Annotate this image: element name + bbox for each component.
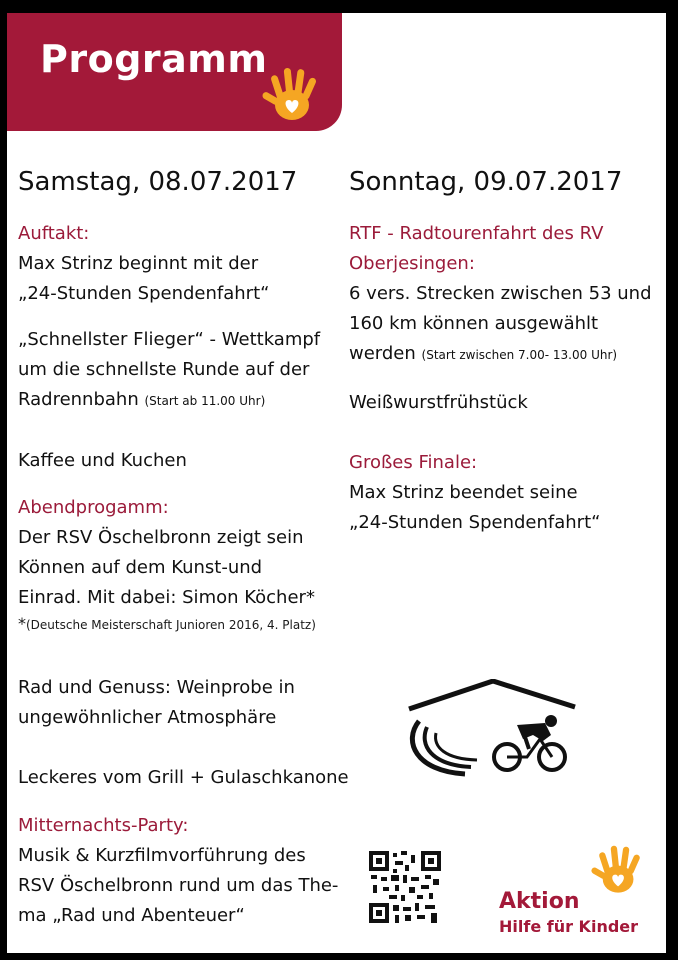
finale-line-2: „24-Stunden Spendenfahrt“ — [349, 512, 601, 533]
flieger-line-3-wrap — [18, 385, 320, 416]
velodrome-cyclist-logo — [405, 679, 580, 779]
rtf-line-2: 160 km können ausgewählt — [349, 313, 599, 334]
page-title: Programm — [40, 37, 268, 81]
abend-line-1: Der RSV Öschelbronn zeigt sein — [18, 527, 304, 548]
party-line-1: Musik & Kurzfilmvorführung des — [18, 845, 306, 866]
header-banner — [7, 13, 342, 131]
genuss-line-2: ungewöhnlicher Atmosphäre — [18, 707, 277, 728]
rtf-line-3-wrap — [349, 339, 652, 370]
rtf-start-note: (Start zwischen 7.00- 13.00 Uhr) — [421, 348, 618, 362]
rtf-heading-2: Oberjesingen: — [349, 253, 475, 274]
finale-heading: Großes Finale: — [349, 452, 478, 473]
genuss-section — [18, 673, 295, 733]
kaffee-text: Kaffee und Kuchen — [18, 450, 187, 471]
rtf-line-1: 6 vers. Strecken zwischen 53 und — [349, 283, 652, 304]
flyer-page — [7, 13, 666, 953]
rtf-section — [349, 219, 652, 370]
rtf-line-3: werden — [349, 343, 416, 364]
saturday-date: Samstag, 08.07.2017 — [18, 167, 298, 197]
finale-section — [349, 448, 600, 538]
abend-heading: Abendprogamm: — [18, 497, 169, 518]
abend-line-2: Können auf dem Kunst-und — [18, 557, 263, 578]
finale-line-1: Max Strinz beendet seine — [349, 482, 578, 503]
abend-footnote-wrap — [18, 613, 316, 636]
abend-footnote: (Deutsche Meisterschaft Junioren 2016, 4. Platz) — [26, 618, 316, 632]
grill-text: Leckeres vom Grill + Gulaschkanone — [18, 767, 349, 788]
abend-section — [18, 493, 316, 636]
auftakt-line-2: „24-Stunden Spendenfahrt“ — [18, 283, 270, 304]
auftakt-heading: Auftakt: — [18, 223, 90, 244]
party-line-2: RSV Öschelbronn rund um das The- — [18, 875, 339, 896]
flieger-line-3: Radrennbahn — [18, 389, 139, 410]
flieger-section — [18, 325, 320, 416]
genuss-line-1: Rad und Genuss: Weinprobe in — [18, 677, 295, 698]
auftakt-section — [18, 219, 269, 309]
party-section — [18, 811, 338, 931]
qr-code — [369, 851, 441, 923]
abend-footnote-star: * — [18, 614, 26, 633]
logo-hilfe-text: Hilfe für Kinder — [499, 917, 639, 936]
party-line-3: ma „Rad und Abenteuer“ — [18, 905, 245, 926]
rtf-heading-1: RTF - Radtourenfahrt des RV — [349, 223, 604, 244]
flieger-start-note: (Start ab 11.00 Uhr) — [144, 394, 266, 408]
abend-line-3: Einrad. Mit dabei: Simon Köcher* — [18, 587, 315, 608]
flieger-line-1: „Schnellster Flieger“ - Wettkampf — [18, 329, 321, 350]
sunday-date: Sonntag, 09.07.2017 — [349, 167, 623, 197]
weisswurst-text: Weißwurstfrühstück — [349, 392, 528, 413]
aktion-hilfe-logo — [497, 843, 657, 943]
logo-aktion-text: Aktion — [499, 889, 580, 914]
hand-heart-icon — [589, 843, 649, 899]
flieger-line-2: um die schnellste Runde auf der — [18, 359, 310, 380]
hand-heart-icon — [260, 65, 326, 127]
party-heading: Mitternachts-Party: — [18, 815, 189, 836]
auftakt-line-1: Max Strinz beginnt mit der — [18, 253, 259, 274]
